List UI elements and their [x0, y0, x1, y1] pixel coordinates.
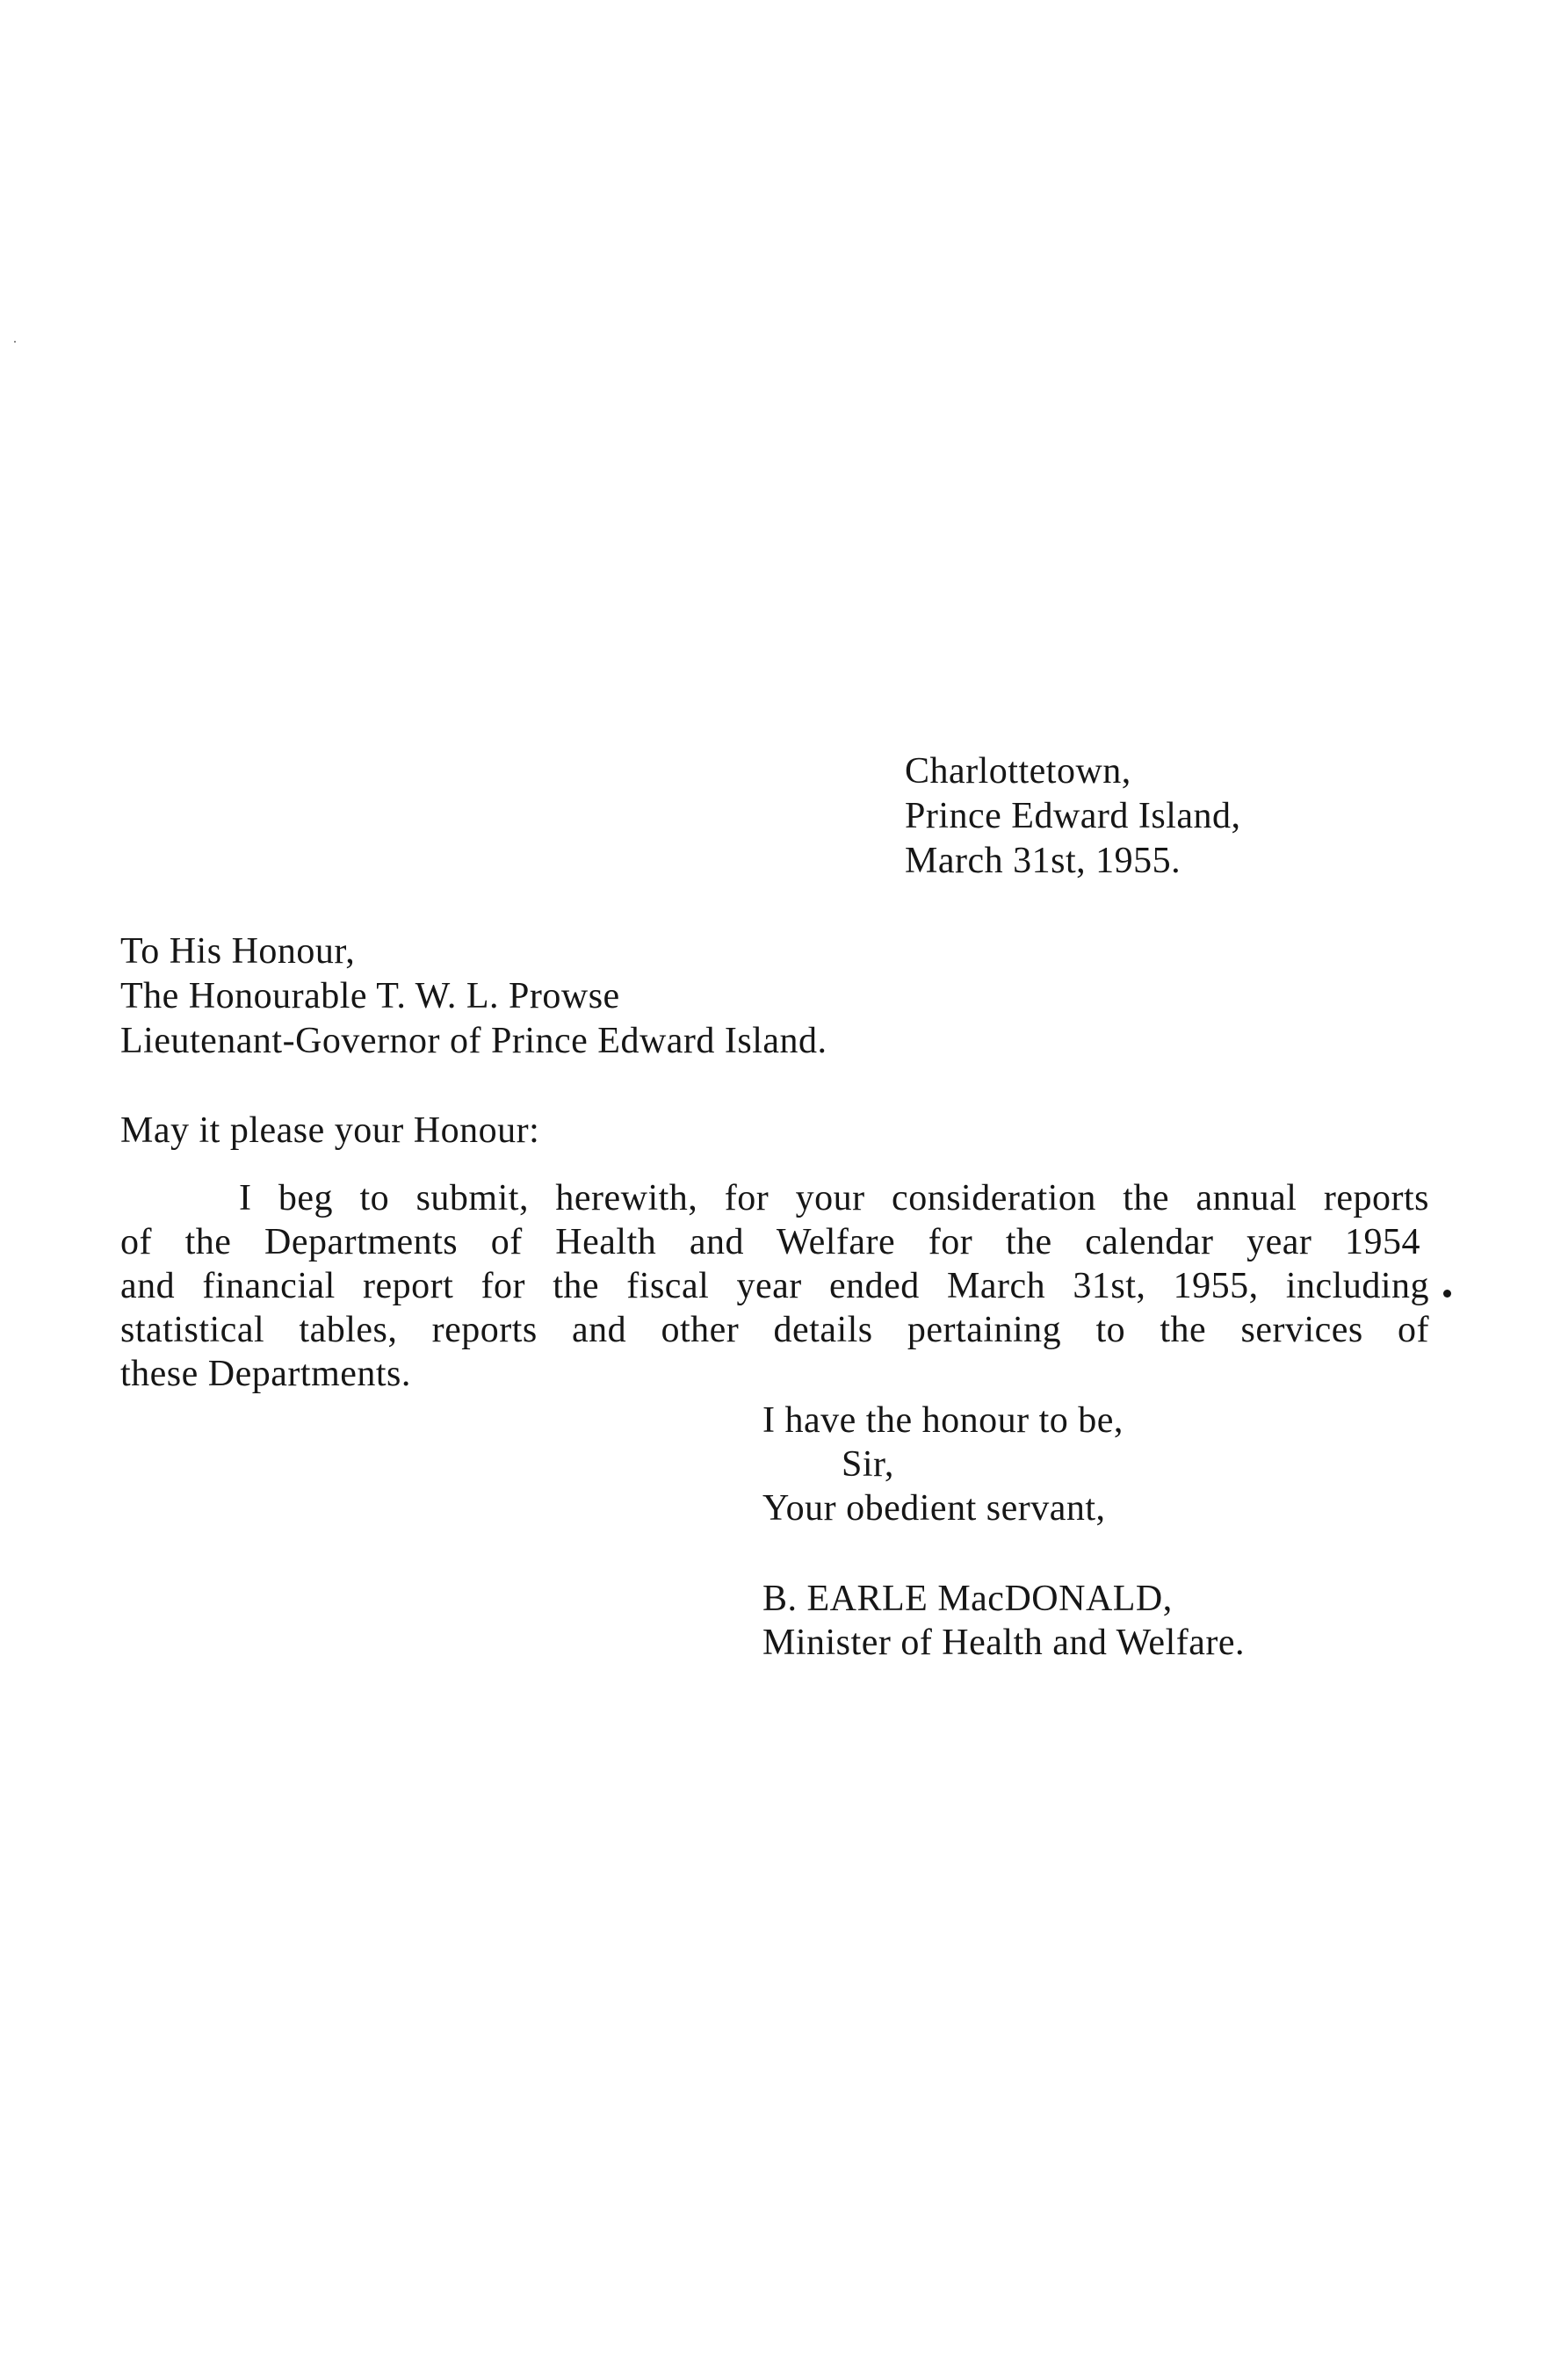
place-city: Charlottetown, — [905, 751, 1131, 792]
addressee-line-2: The Honourable T. W. L. Prowse — [120, 976, 620, 1016]
closing-line-3: Your obedient servant, — [762, 1488, 1106, 1529]
ink-spot — [1443, 1290, 1451, 1298]
signatory-title: Minister of Health and Welfare. — [762, 1623, 1245, 1663]
place-province: Prince Edward Island, — [905, 796, 1241, 836]
body-line-4: statistical tables, reports and other details pertaining to the services of — [120, 1310, 1429, 1350]
addressee-line-1: To His Honour, — [120, 931, 356, 972]
body-line-1: I beg to submit, herewith, for your consideration the annual reports — [239, 1178, 1429, 1218]
body-line-5: these Departments. — [120, 1354, 411, 1394]
addressee-line-3: Lieutenant-Governor of Prince Edward Island. — [120, 1021, 827, 1061]
scan-speck — [14, 341, 16, 343]
letter-date: March 31st, 1955. — [905, 841, 1181, 881]
closing-line-1: I have the honour to be, — [762, 1400, 1124, 1441]
salutation: May it please your Honour: — [120, 1110, 540, 1151]
signatory-name: B. EARLE MacDONALD, — [762, 1579, 1173, 1619]
body-line-3: and financial report for the fiscal year ended March 31st, 1955, including — [120, 1266, 1429, 1306]
body-line-2: of the Departments of Health and Welfare for the calendar year 1954 — [120, 1222, 1420, 1262]
closing-line-2: Sir, — [842, 1444, 894, 1485]
